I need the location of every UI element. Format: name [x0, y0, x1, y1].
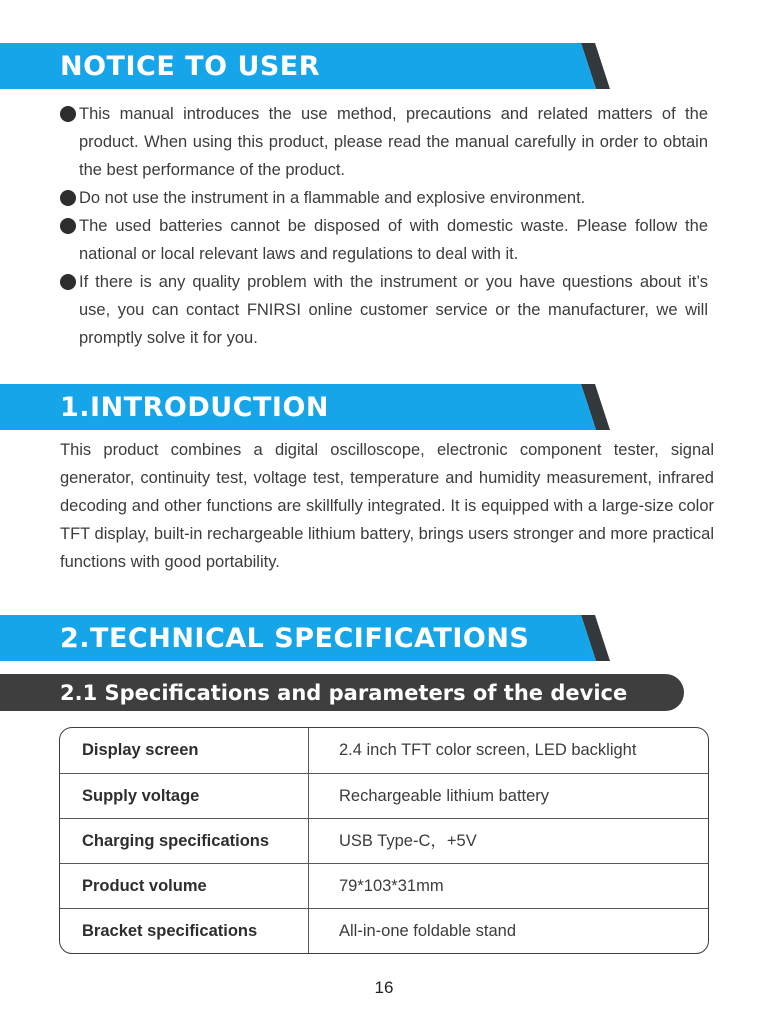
notice-banner: [0, 43, 610, 89]
notice-heading: NOTICE TO USER: [60, 51, 321, 82]
table-row: [60, 863, 708, 908]
bullet-icon: [60, 190, 76, 206]
introduction-banner: [0, 384, 610, 430]
introduction-heading: 1.INTRODUCTION: [60, 392, 330, 423]
table-row: [60, 728, 708, 773]
spec-key: Display screen: [82, 741, 199, 759]
bullet-text: If there is any quality problem with the instrument or you have questions about it’s use, you can contact FNIRSI online customer service or the manufacturer, we will promptly solve it for you.: [79, 273, 708, 347]
table-row: [60, 908, 708, 953]
technical-heading: 2.TECHNICAL SPECIFICATIONS: [60, 623, 530, 654]
spec-value: All-in-one foldable stand: [339, 922, 517, 940]
spec-table: [59, 727, 709, 954]
bullet-icon: [60, 218, 76, 234]
specifications-subheading-bar: [0, 674, 684, 711]
bullet-icon: [60, 106, 76, 122]
list-item: [60, 268, 708, 352]
list-item: [60, 212, 708, 268]
spec-value: 79*103*31mm: [339, 877, 444, 895]
spec-key: Supply voltage: [82, 787, 200, 805]
page-number: 16: [374, 978, 394, 997]
introduction-text: This product combines a digital oscilloscope, electronic component tester, signal generator, continuity test, voltage test, temperature and humidity measurement, infrared decoding and other functions are skillfully integrated. It is equipped with a large-size color TFT display, built-in rechargeable lithium battery, brings users stronger and more practical functions with good portability.: [60, 441, 714, 571]
bullet-text: Do not use the instrument in a flammable and explosive environment.: [79, 189, 586, 207]
spec-key: Product volume: [82, 877, 207, 895]
bullet-text: The used batteries cannot be disposed of with domestic waste. Please follow the national or local relevant laws and regulations to deal with it.: [79, 217, 708, 263]
list-item: [60, 100, 708, 184]
technical-banner: [0, 615, 610, 661]
notice-list: [60, 100, 708, 352]
list-item: [60, 184, 708, 212]
table-row: [60, 818, 708, 863]
specifications-subheading: 2.1 Specifications and parameters of the device: [60, 681, 628, 705]
spec-value: USB Type-C，+5V: [339, 832, 477, 850]
spec-key: Bracket specifications: [82, 922, 258, 940]
bullet-icon: [60, 274, 76, 290]
spec-value: 2.4 inch TFT color screen, LED backlight: [339, 741, 637, 759]
spec-key: Charging specifications: [82, 832, 270, 850]
spec-value: Rechargeable lithium battery: [339, 787, 550, 805]
table-row: [60, 773, 708, 818]
bullet-text: This manual introduces the use method, precautions and related matters of the product. When using this product, please read the manual carefully in order to obtain the best performance of the product.: [79, 105, 708, 179]
